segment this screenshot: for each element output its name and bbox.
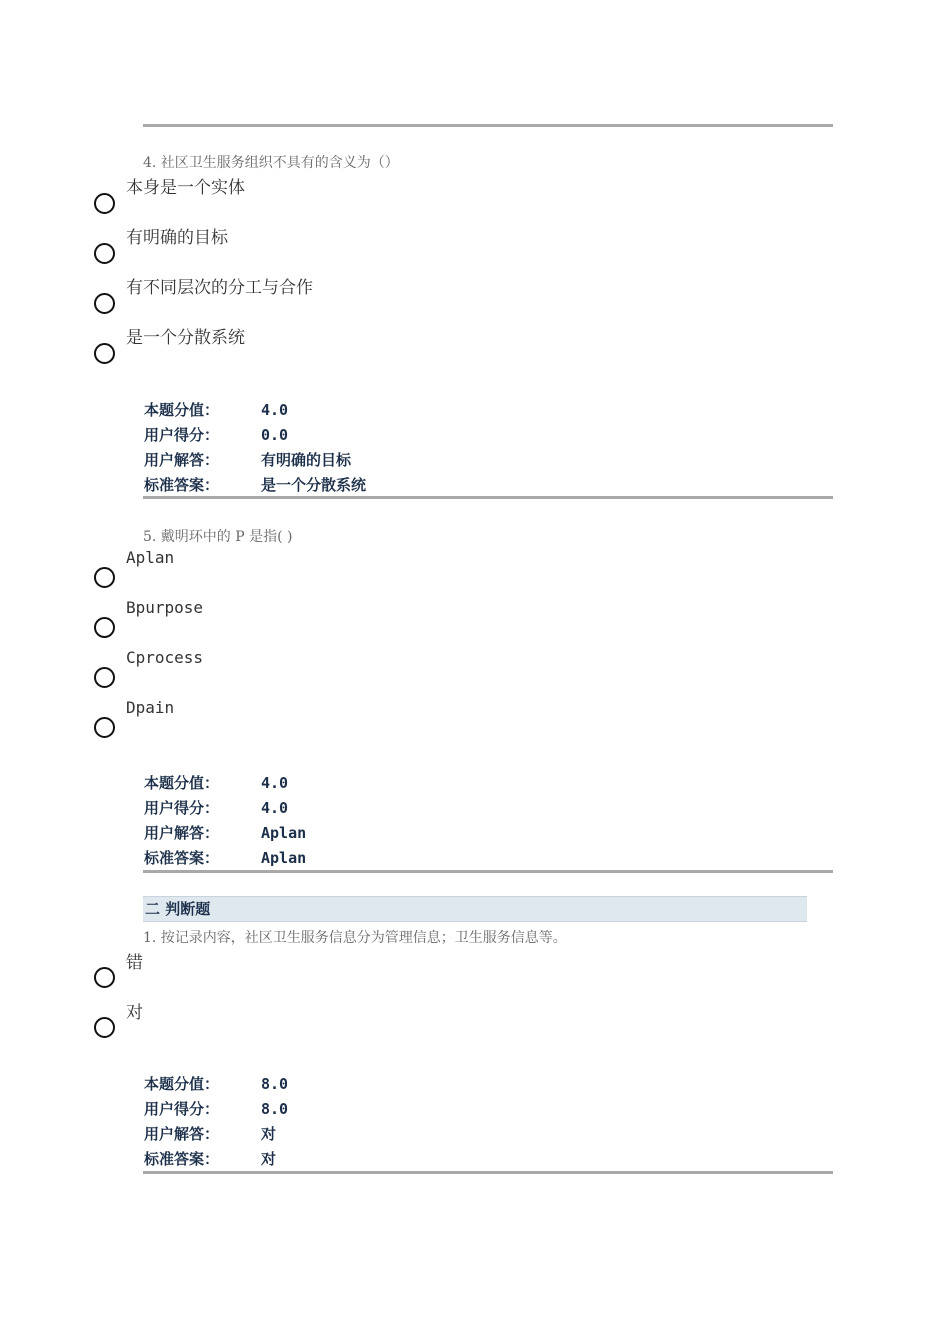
option-radio[interactable] (94, 243, 115, 264)
score-value: 8.0 (261, 1075, 289, 1093)
score-row (144, 398, 366, 423)
option-radio[interactable] (94, 717, 115, 738)
score-row (144, 1147, 288, 1172)
score-table (144, 1072, 288, 1172)
question-divider (143, 870, 833, 873)
option-radio[interactable] (94, 567, 115, 588)
score-label: 本题分值： (144, 774, 220, 792)
option-label: Dpain (126, 698, 175, 717)
score-value: 对 (261, 1150, 277, 1168)
score-value: Aplan (261, 849, 307, 867)
option-label: Cprocess (126, 648, 204, 667)
question-divider (143, 1171, 833, 1174)
score-value: 4.0 (261, 401, 289, 419)
score-value: 有明确的目标 (261, 451, 352, 469)
score-label: 用户得分： (144, 1100, 220, 1118)
question-text: 1. 按记录内容，社区卫生服务信息分为管理信息；卫生服务信息等。 (143, 930, 567, 946)
option-label: Bpurpose (126, 598, 204, 617)
score-row (144, 473, 366, 498)
score-row (144, 771, 306, 796)
score-label: 用户得分： (144, 799, 220, 817)
question-divider (143, 496, 833, 499)
option-label: 本身是一个实体 (126, 178, 245, 198)
option-radio[interactable] (94, 967, 115, 988)
score-label: 标准答案： (144, 476, 220, 494)
score-label: 用户解答： (144, 824, 220, 842)
score-value: 8.0 (261, 1100, 289, 1118)
option-radio[interactable] (94, 343, 115, 364)
option-radio[interactable] (94, 293, 115, 314)
score-label: 用户解答： (144, 1125, 220, 1143)
option-label: 有不同层次的分工与合作 (126, 278, 313, 298)
option-radio[interactable] (94, 193, 115, 214)
top-divider (143, 124, 833, 127)
score-row (144, 1072, 288, 1097)
score-value: 0.0 (261, 426, 289, 444)
score-label: 用户得分： (144, 426, 220, 444)
score-row (144, 846, 306, 871)
score-row (144, 448, 366, 473)
score-value: 是一个分散系统 (261, 476, 367, 494)
section-header: 二 判断题 (143, 896, 807, 922)
score-row (144, 1122, 288, 1147)
question-text: 5. 戴明环中的 P 是指( ) (143, 529, 293, 545)
score-value: 4.0 (261, 799, 289, 817)
option-radio[interactable] (94, 617, 115, 638)
option-label: Aplan (126, 548, 175, 567)
score-value: Aplan (261, 824, 307, 842)
score-table (144, 398, 366, 498)
score-row (144, 423, 366, 448)
score-label: 本题分值： (144, 401, 220, 419)
option-radio[interactable] (94, 667, 115, 688)
score-label: 标准答案： (144, 849, 220, 867)
option-label: 对 (126, 1003, 143, 1023)
option-label: 是一个分散系统 (126, 328, 245, 348)
score-row (144, 821, 306, 846)
score-row (144, 1097, 288, 1122)
score-table (144, 771, 306, 871)
question-text: 4. 社区卫生服务组织不具有的含义为（） (143, 155, 399, 171)
option-label: 有明确的目标 (126, 228, 228, 248)
score-value: 对 (261, 1125, 277, 1143)
score-label: 用户解答： (144, 451, 220, 469)
option-label: 错 (126, 953, 143, 973)
score-label: 标准答案： (144, 1150, 220, 1168)
score-row (144, 796, 306, 821)
score-value: 4.0 (261, 774, 289, 792)
score-label: 本题分值： (144, 1075, 220, 1093)
option-radio[interactable] (94, 1017, 115, 1038)
